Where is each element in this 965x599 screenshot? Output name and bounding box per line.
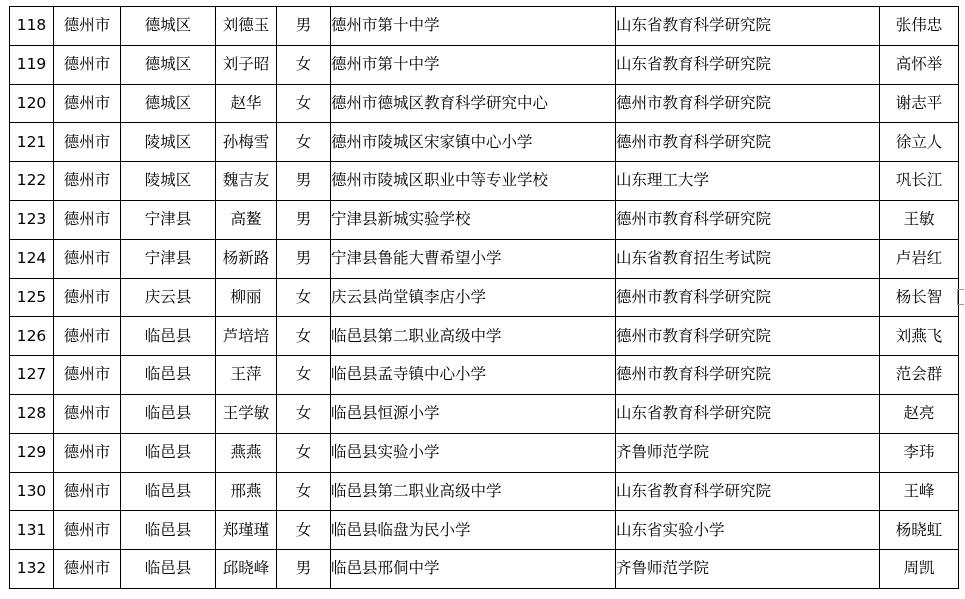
gender-cell: 女 (277, 472, 331, 511)
table-row (10, 200, 959, 239)
institution-cell: 山东省教育招生考试院 (616, 239, 880, 278)
tutor-cell: 巩长江 (880, 162, 959, 201)
row-number-cell: 120 (10, 84, 54, 123)
school-cell: 临邑县恒源小学 (331, 394, 616, 433)
tutor-cell: 周凯 (880, 550, 959, 589)
school-cell: 临邑县孟寺镇中心小学 (331, 356, 616, 395)
district-cell: 临邑县 (121, 472, 216, 511)
school-cell: 临邑县第二职业高级中学 (331, 317, 616, 356)
name-cell: 杨新路 (216, 239, 277, 278)
name-cell: 柳丽 (216, 278, 277, 317)
school-cell: 临邑县第二职业高级中学 (331, 472, 616, 511)
district-cell: 临邑县 (121, 317, 216, 356)
name-cell: 芦培培 (216, 317, 277, 356)
table-row (10, 45, 959, 84)
school-cell: 临邑县邢侗中学 (331, 550, 616, 589)
gender-cell: 女 (277, 317, 331, 356)
gender-cell: 男 (277, 162, 331, 201)
city-cell: 德州市 (54, 162, 121, 201)
district-cell: 临邑县 (121, 511, 216, 550)
school-cell: 德州市第十中学 (331, 7, 616, 46)
table-row (10, 356, 959, 395)
gender-cell: 男 (277, 200, 331, 239)
name-cell: 邢燕 (216, 472, 277, 511)
city-cell: 德州市 (54, 317, 121, 356)
table-row (10, 278, 959, 317)
row-number-cell: 126 (10, 317, 54, 356)
gender-cell: 女 (277, 511, 331, 550)
city-cell: 德州市 (54, 7, 121, 46)
name-cell: 魏吉友 (216, 162, 277, 201)
institution-cell: 德州市教育科学研究院 (616, 317, 880, 356)
institution-cell: 齐鲁师范学院 (616, 550, 880, 589)
school-cell: 宁津县新城实验学校 (331, 200, 616, 239)
institution-cell: 德州市教育科学研究院 (616, 84, 880, 123)
table-row (10, 433, 959, 472)
city-cell: 德州市 (54, 394, 121, 433)
row-number-cell: 129 (10, 433, 54, 472)
roster-table (9, 6, 959, 589)
name-cell: 孙梅雪 (216, 123, 277, 162)
gender-cell: 女 (277, 84, 331, 123)
school-cell: 德州市德城区教育科学研究中心 (331, 84, 616, 123)
tutor-cell: 谢志平 (880, 84, 959, 123)
school-cell: 庆云县尚堂镇李店小学 (331, 278, 616, 317)
table-row (10, 239, 959, 278)
table-row (10, 472, 959, 511)
district-cell: 陵城区 (121, 123, 216, 162)
institution-cell: 德州市教育科学研究院 (616, 123, 880, 162)
name-cell: 刘德玉 (216, 7, 277, 46)
gender-cell: 男 (277, 239, 331, 278)
city-cell: 德州市 (54, 356, 121, 395)
name-cell: 高鳌 (216, 200, 277, 239)
institution-cell: 山东省实验小学 (616, 511, 880, 550)
city-cell: 德州市 (54, 472, 121, 511)
row-number-cell: 119 (10, 45, 54, 84)
name-cell: 邱晓峰 (216, 550, 277, 589)
table-row (10, 162, 959, 201)
table-row (10, 511, 959, 550)
tutor-cell: 杨晓虹 (880, 511, 959, 550)
institution-cell: 德州市教育科学研究院 (616, 200, 880, 239)
tutor-cell: 范会群 (880, 356, 959, 395)
institution-cell: 齐鲁师范学院 (616, 433, 880, 472)
row-number-cell: 121 (10, 123, 54, 162)
name-cell: 郑瑾瑾 (216, 511, 277, 550)
row-number-cell: 124 (10, 239, 54, 278)
name-cell: 燕燕 (216, 433, 277, 472)
city-cell: 德州市 (54, 550, 121, 589)
tutor-cell: 卢岩红 (880, 239, 959, 278)
name-cell: 赵华 (216, 84, 277, 123)
district-cell: 宁津县 (121, 239, 216, 278)
institution-cell: 山东省教育科学研究院 (616, 394, 880, 433)
tutor-cell: 徐立人 (880, 123, 959, 162)
name-cell: 王萍 (216, 356, 277, 395)
edge-marker (957, 289, 964, 305)
table-row (10, 7, 959, 46)
tutor-cell: 杨长智 (880, 278, 959, 317)
institution-cell: 山东省教育科学研究院 (616, 7, 880, 46)
district-cell: 德城区 (121, 7, 216, 46)
tutor-cell: 高怀举 (880, 45, 959, 84)
district-cell: 陵城区 (121, 162, 216, 201)
institution-cell: 山东省教育科学研究院 (616, 45, 880, 84)
gender-cell: 女 (277, 433, 331, 472)
row-number-cell: 118 (10, 7, 54, 46)
tutor-cell: 王峰 (880, 472, 959, 511)
school-cell: 临邑县临盘为民小学 (331, 511, 616, 550)
tutor-cell: 李玮 (880, 433, 959, 472)
gender-cell: 女 (277, 278, 331, 317)
gender-cell: 女 (277, 45, 331, 84)
name-cell: 王学敏 (216, 394, 277, 433)
row-number-cell: 128 (10, 394, 54, 433)
table-row (10, 550, 959, 589)
school-cell: 德州市陵城区宋家镇中心小学 (331, 123, 616, 162)
row-number-cell: 122 (10, 162, 54, 201)
tutor-cell: 刘燕飞 (880, 317, 959, 356)
district-cell: 临邑县 (121, 550, 216, 589)
table-row (10, 123, 959, 162)
table-row (10, 84, 959, 123)
city-cell: 德州市 (54, 123, 121, 162)
gender-cell: 女 (277, 123, 331, 162)
city-cell: 德州市 (54, 278, 121, 317)
district-cell: 德城区 (121, 84, 216, 123)
row-number-cell: 125 (10, 278, 54, 317)
tutor-cell: 赵亮 (880, 394, 959, 433)
school-cell: 宁津县鲁能大曹希望小学 (331, 239, 616, 278)
institution-cell: 山东省教育科学研究院 (616, 472, 880, 511)
district-cell: 德城区 (121, 45, 216, 84)
city-cell: 德州市 (54, 433, 121, 472)
table-row (10, 317, 959, 356)
tutor-cell: 张伟忠 (880, 7, 959, 46)
name-cell: 刘子昭 (216, 45, 277, 84)
institution-cell: 德州市教育科学研究院 (616, 278, 880, 317)
district-cell: 临邑县 (121, 356, 216, 395)
district-cell: 宁津县 (121, 200, 216, 239)
table-row (10, 394, 959, 433)
district-cell: 庆云县 (121, 278, 216, 317)
city-cell: 德州市 (54, 511, 121, 550)
district-cell: 临邑县 (121, 433, 216, 472)
row-number-cell: 130 (10, 472, 54, 511)
row-number-cell: 127 (10, 356, 54, 395)
row-number-cell: 131 (10, 511, 54, 550)
city-cell: 德州市 (54, 84, 121, 123)
tutor-cell: 王敏 (880, 200, 959, 239)
school-cell: 临邑县实验小学 (331, 433, 616, 472)
row-number-cell: 132 (10, 550, 54, 589)
school-cell: 德州市陵城区职业中等专业学校 (331, 162, 616, 201)
city-cell: 德州市 (54, 239, 121, 278)
city-cell: 德州市 (54, 200, 121, 239)
gender-cell: 女 (277, 394, 331, 433)
institution-cell: 山东理工大学 (616, 162, 880, 201)
row-number-cell: 123 (10, 200, 54, 239)
roster-body (10, 7, 959, 589)
gender-cell: 男 (277, 7, 331, 46)
district-cell: 临邑县 (121, 394, 216, 433)
school-cell: 德州市第十中学 (331, 45, 616, 84)
city-cell: 德州市 (54, 45, 121, 84)
gender-cell: 女 (277, 356, 331, 395)
institution-cell: 德州市教育科学研究院 (616, 356, 880, 395)
gender-cell: 男 (277, 550, 331, 589)
